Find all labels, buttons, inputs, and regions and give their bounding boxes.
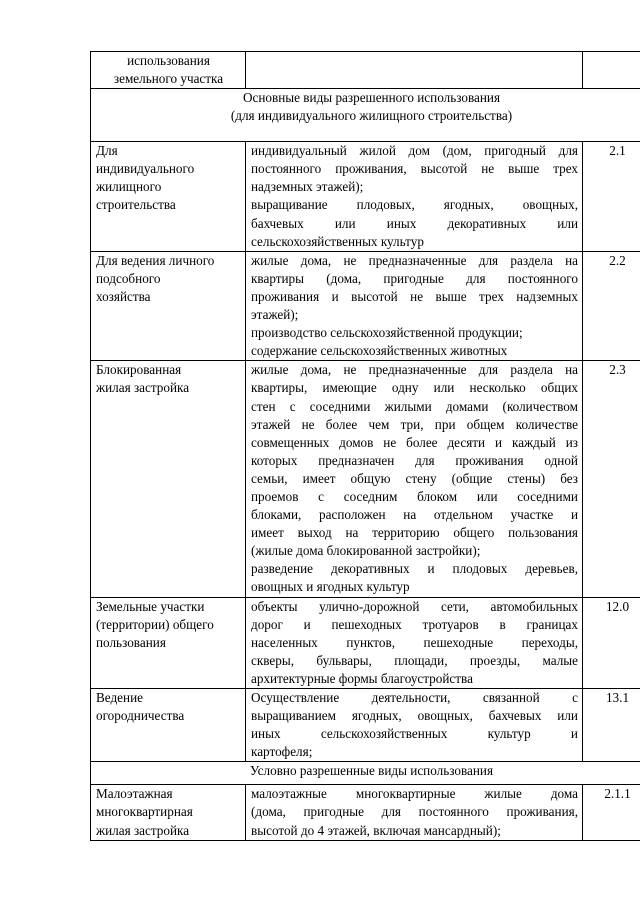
cell-line: пользования xyxy=(96,634,166,650)
cell-line: овощных и ягодных культур xyxy=(251,579,410,595)
description-cell xyxy=(246,361,583,597)
cell-line: содержание сельскохозяйственных животных xyxy=(251,343,508,359)
description-cell xyxy=(246,597,583,688)
description-cell xyxy=(246,142,583,252)
cell-line: подсобного xyxy=(96,270,161,286)
cell-line: дорог и пешеходных тротуаров в границах xyxy=(251,616,578,632)
code-cell: 12.0 xyxy=(583,597,640,688)
land-use-name-cell xyxy=(91,689,246,762)
cell-line: огородничества xyxy=(96,708,185,724)
cell-line: малоэтажные многоквартирные жилые дома xyxy=(251,786,578,802)
cell-line: квартиры (дома, пригодные для постоянного xyxy=(251,270,578,286)
cell-line: иных сельскохозяйственных культур и xyxy=(251,726,578,742)
cell-line: имеет выход на территорию общего пользования xyxy=(251,525,578,541)
land-use-name-cell xyxy=(91,142,246,252)
cell-line: проживания и высотой не выше трех надземных xyxy=(251,288,578,304)
cell-line: этажей); xyxy=(251,307,299,323)
section-header-cell xyxy=(91,762,640,785)
cell-line: проемов с соседним блоком или соседними xyxy=(251,488,578,504)
cell-line: постоянного проживания, высотой не выше трех xyxy=(251,161,578,177)
section-subtitle: (для индивидуального жилищного строительства) xyxy=(230,108,513,124)
section-header-conditional xyxy=(91,762,640,785)
table-row xyxy=(91,785,640,840)
description-cell xyxy=(246,689,583,762)
description-cell xyxy=(246,785,583,840)
land-use-name-cell xyxy=(91,52,246,89)
cell-line: сельскохозяйственных культур xyxy=(251,233,424,249)
cell-line: (жилые дома блокированной застройки); xyxy=(251,543,481,559)
cell-line: жилищного xyxy=(96,179,162,195)
cell-line: совмещенных домов не более десяти и каждый из xyxy=(251,434,578,450)
cell-line: бахчевых или иных декоративных или xyxy=(251,215,578,231)
section-title: Условно разрешенные виды использования xyxy=(249,763,494,779)
table-row xyxy=(91,361,640,597)
cell-line: строительства xyxy=(96,197,176,213)
cell-line: земельного участка xyxy=(113,71,224,87)
cell-line: (территории) общего xyxy=(96,616,214,632)
table-row xyxy=(91,597,640,688)
code-cell: 2.2 xyxy=(583,251,640,361)
cell-line: семьи, имеет общую стену (общие стены) без xyxy=(251,470,578,486)
land-use-name-cell xyxy=(91,597,246,688)
cell-line: жилые дома, не предназначенные для раздела на xyxy=(251,362,578,378)
table-row xyxy=(91,251,640,361)
cell-line: жилые дома, не предназначенные для раздела на xyxy=(251,252,578,268)
cell-line: многоквартирная xyxy=(96,804,193,820)
cell-line: скверы, бульвары, площади, проезды, малые xyxy=(251,652,578,668)
cell-line: квартиры, имеющие одну или несколько общих xyxy=(251,380,578,396)
table-row xyxy=(91,142,640,252)
cell-line: выращивание плодовых, ягодных, овощных, xyxy=(251,197,578,213)
cell-line: жилая застройка xyxy=(96,380,190,396)
cell-line: Ведение xyxy=(96,690,144,705)
description-cell xyxy=(246,52,583,89)
table-row xyxy=(91,689,640,762)
code-cell: 2.1.1 xyxy=(583,785,640,840)
cell-line: индивидуальный жилой дом (дом, пригодный для xyxy=(251,143,578,159)
cell-line: выращиванием ягодных, овощных, бахчевых или xyxy=(251,708,578,724)
cell-line: индивидуального xyxy=(96,161,195,177)
code-cell: 2.3 xyxy=(583,361,640,597)
cell-line: производство сельскохозяйственной продукции; xyxy=(251,325,523,341)
cell-line: Земельные участки xyxy=(96,598,205,614)
cell-line: высотой до 4 этажей, включая мансардный); xyxy=(251,822,501,838)
description-cell xyxy=(246,251,583,361)
land-use-name-cell xyxy=(91,251,246,361)
cell-line: этажей не более чем три, при общем количестве xyxy=(251,416,578,432)
code-cell: 2.1 xyxy=(583,142,640,252)
cell-line: Для xyxy=(96,143,118,159)
cell-line: Малоэтажная xyxy=(96,786,173,802)
cell-line: объекты улично-дорожной сети, автомобильных xyxy=(251,598,578,614)
cell-line: использования xyxy=(127,53,210,68)
cell-line: картофеля; xyxy=(251,744,313,760)
cell-line: хозяйства xyxy=(96,288,151,304)
cell-line: Осуществление деятельности, связанной с xyxy=(251,690,578,705)
section-header-main xyxy=(91,89,640,142)
code-cell: 13.1 xyxy=(583,689,640,762)
section-title: Основные виды разрешенного использования xyxy=(242,90,501,106)
land-use-name-cell xyxy=(91,785,246,840)
cell-line: населенных пунктов, пешеходные переходы, xyxy=(251,634,578,650)
section-header-cell xyxy=(91,89,640,142)
table-row xyxy=(91,52,640,89)
cell-line: Для ведения личного xyxy=(96,252,215,268)
cell-line: Блокированная xyxy=(96,362,182,378)
land-use-table xyxy=(90,51,640,841)
cell-line: которых предназначен для проживания одной xyxy=(251,452,578,468)
cell-line: архитектурные формы благоустройства xyxy=(251,670,473,686)
cell-line: (дома, пригодные для постоянного проживания, xyxy=(251,804,578,820)
code-cell xyxy=(583,52,640,89)
cell-line: жилая застройка xyxy=(96,822,190,838)
land-use-name-cell xyxy=(91,361,246,597)
cell-line: блоками, расположен на отдельном участке и xyxy=(251,507,578,523)
cell-line: разведение декоративных и плодовых деревьев, xyxy=(251,561,578,577)
cell-line: надземных этажей); xyxy=(251,179,364,195)
cell-line: стен с соседними жилыми домами (количеством xyxy=(251,398,578,414)
